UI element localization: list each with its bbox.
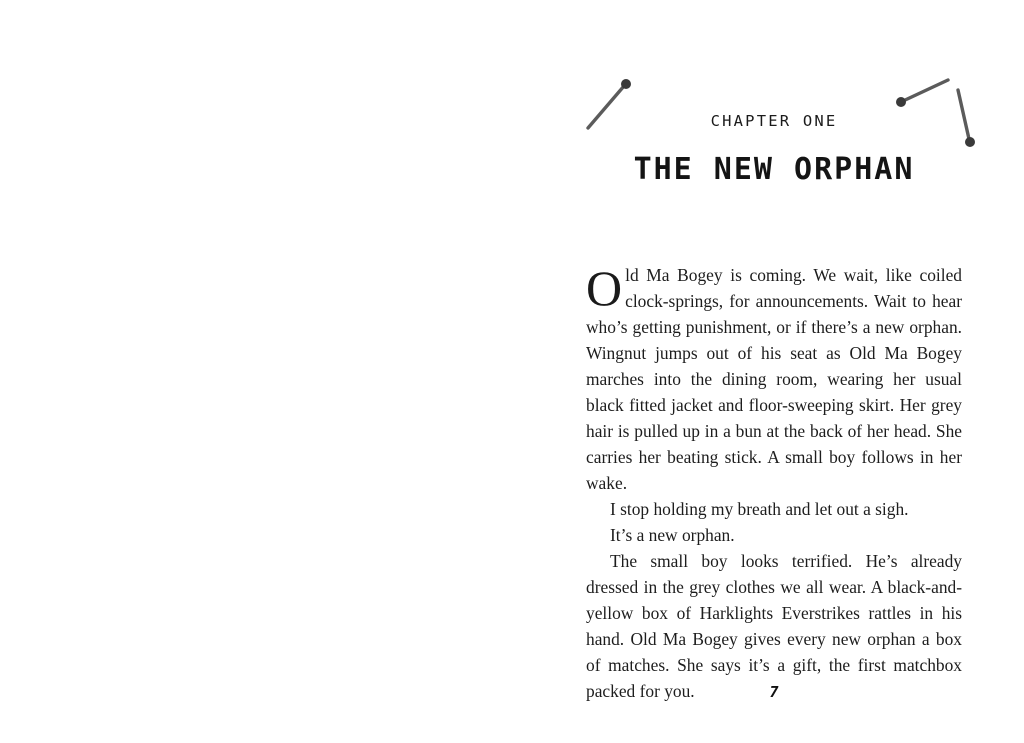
paragraph-1 bbox=[586, 262, 962, 496]
page-number: 7 bbox=[769, 683, 779, 701]
paragraph-4: The small boy looks terrified. He’s already dressed in the grey clothes we all wear. A black-and-yellow box of Harklights Everstrikes rattles in his hand. Old Ma Bogey gives every new orphan a box of matches. She says it’s a gift, the first matchbox packed for you. bbox=[586, 551, 962, 701]
paragraph-3: It’s a new orphan. bbox=[610, 525, 735, 545]
chapter-title: THE NEW ORPHAN bbox=[633, 152, 915, 187]
text-column bbox=[586, 0, 962, 743]
paragraph-2: I stop holding my breath and let out a sigh. bbox=[610, 499, 909, 519]
body-text bbox=[586, 262, 962, 704]
paragraph-1-text: ld Ma Bogey is coming. We wait, like coiled clock-springs, for announcements. Wait to hear who’s getting punishment, or if there’s a new orphan. Wingnut jumps out of his seat as Old Ma Bogey marches into the dining room, wearing her usual black fitted jacket and floor-sweeping skirt. Her grey hair is pulled up in a bun at the back of her head. She carries her beating stick. A small boy follows in her wake. bbox=[586, 265, 962, 493]
drop-cap: O bbox=[586, 260, 623, 316]
chapter-label: CHAPTER ONE bbox=[710, 112, 838, 130]
